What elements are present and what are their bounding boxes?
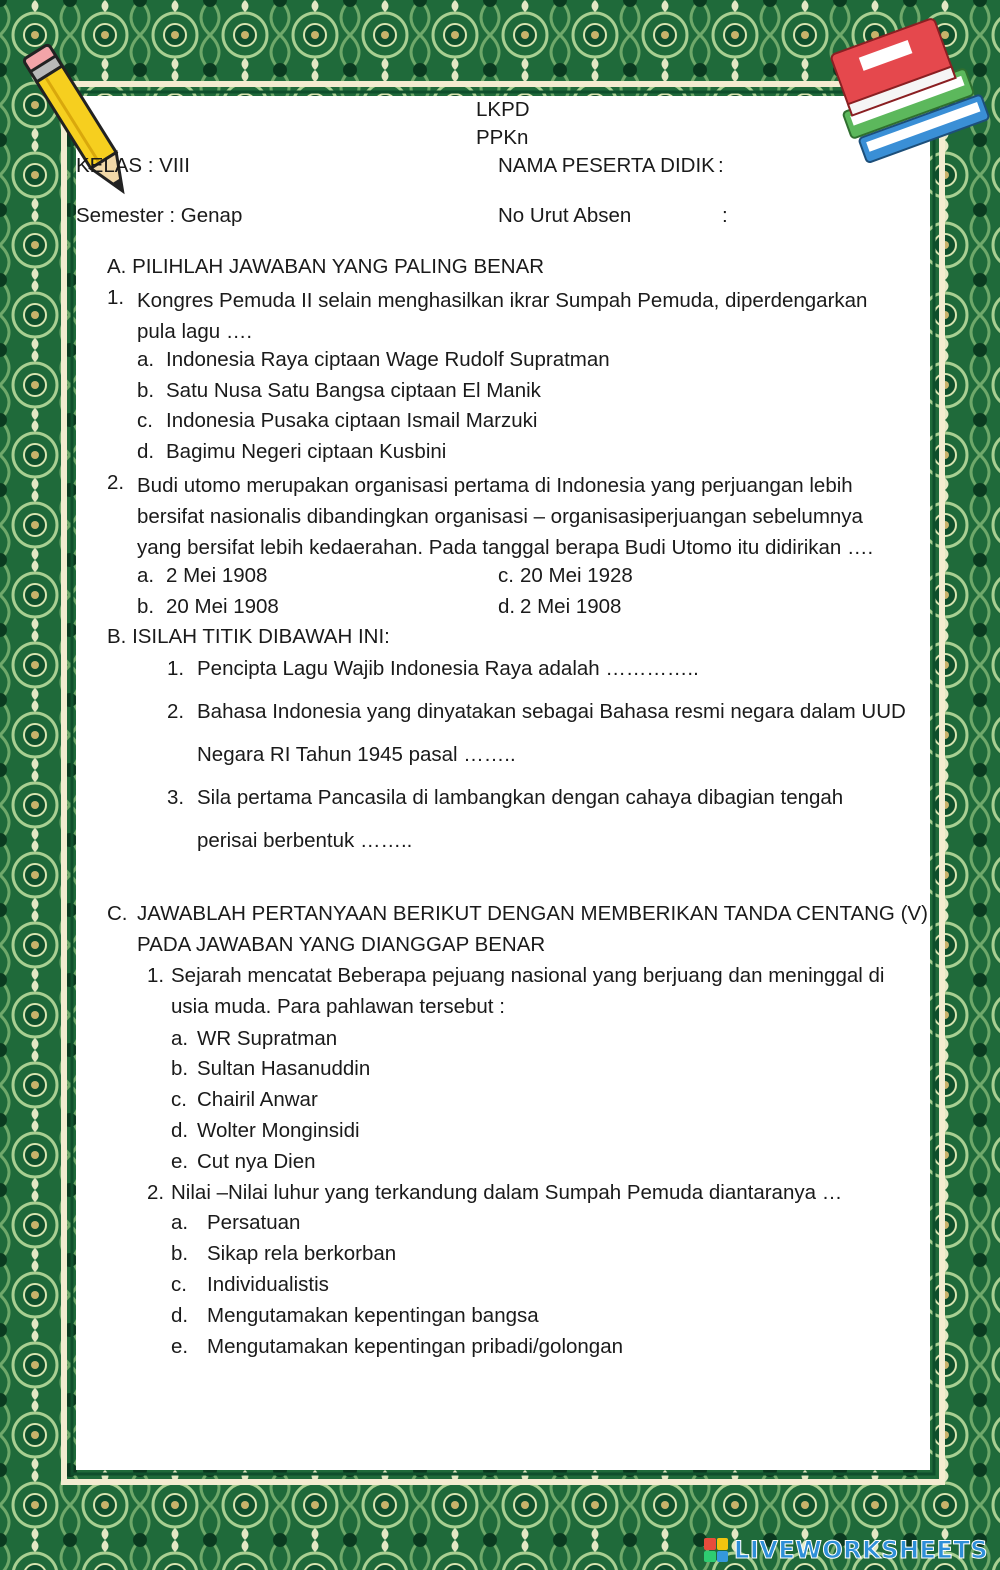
option-text: 2 Mei 1908 [166, 564, 268, 587]
checkbox-option-letter[interactable]: e. [171, 1150, 189, 1173]
checkbox-option-letter[interactable]: b. [171, 1057, 189, 1080]
question-text: Sejarah mencatat Beberapa pejuang nasional yang berjuang dan meninggal di [171, 964, 885, 987]
checkbox-option-letter[interactable]: b. [171, 1242, 189, 1265]
option-text: Bagimu Negeri ciptaan Kusbini [166, 440, 447, 463]
fill-blank-text-cont: perisai berbentuk …….. [197, 829, 413, 852]
option-letter: d. [137, 440, 155, 463]
semester-label: Semester : Genap [76, 204, 243, 227]
checkbox-option-text[interactable]: Sikap rela berkorban [207, 1242, 397, 1265]
checkbox-option-letter[interactable]: d. [171, 1119, 189, 1142]
subject-label: PPKn [476, 126, 529, 149]
checkbox-option-text[interactable]: Mengutamakan kepentingan bangsa [207, 1304, 539, 1327]
option-text: 2 Mei 1908 [520, 595, 622, 618]
pencil-icon [22, 28, 132, 208]
option-text: Indonesia Raya ciptaan Wage Rudolf Supratman [166, 348, 610, 371]
fill-blank-text: Pencipta Lagu Wajib Indonesia Raya adalah ………….. [197, 657, 699, 680]
checkbox-option-letter[interactable]: c. [171, 1273, 187, 1296]
section-c-heading: JAWABLAH PERTANYAAN BERIKUT DENGAN MEMBERIKAN TANDA CENTANG (V) [137, 902, 928, 925]
fill-blank-text: Bahasa Indonesia yang dinyatakan sebagai Bahasa resmi negara dalam UUD [197, 700, 906, 723]
option-letter: b. [137, 379, 155, 402]
question-text: Nilai –Nilai luhur yang terkandung dalam Sumpah Pemuda diantaranya … [171, 1181, 843, 1204]
question-text: Budi utomo merupakan organisasi pertama di Indonesia yang perjuangan lebih bersifat nasionalis dibandingkan organisasi – organisasiperjuangan sebelumnya yang bersifat lebih kedaerahan. Pada tanggal berapa Budi Utomo itu didirikan …. [137, 474, 874, 559]
checkbox-option-letter[interactable]: a. [171, 1027, 189, 1050]
question-text: Kongres Pemuda II selain menghasilkan ikrar Sumpah Pemuda, diperdengarkan pula lagu …. [137, 289, 868, 343]
checkbox-option-text[interactable]: Cut nya Dien [197, 1150, 316, 1173]
question-number: 2. [147, 1181, 165, 1204]
worksheet-title: LKPD [476, 98, 530, 121]
section-c-letter: C. [107, 902, 128, 925]
checkbox-option-text[interactable]: Individualistis [207, 1273, 329, 1296]
option-letter: a. [137, 348, 155, 371]
checkbox-option-letter[interactable]: d. [171, 1304, 189, 1327]
question-number: 2. [107, 471, 125, 494]
option-text: Satu Nusa Satu Bangsa ciptaan El Manik [166, 379, 541, 402]
checkbox-option-text[interactable]: WR Supratman [197, 1027, 338, 1050]
fill-blank-text-cont: Negara RI Tahun 1945 pasal …….. [197, 743, 516, 766]
section-b-heading: B. ISILAH TITIK DIBAWAH INI: [107, 625, 390, 648]
checkbox-option-text[interactable]: Persatuan [207, 1211, 301, 1234]
question-number: 1. [147, 964, 165, 987]
checkbox-option-text[interactable]: Sultan Hasanuddin [197, 1057, 371, 1080]
option-text: Indonesia Pusaka ciptaan Ismail Marzuki [166, 409, 538, 432]
absen-label: No Urut Absen [498, 204, 632, 227]
liveworksheets-logo-icon [704, 1538, 728, 1562]
question-text-cont: usia muda. Para pahlawan tersebut : [171, 995, 505, 1018]
section-a-heading: A. PILIHLAH JAWABAN YANG PALING BENAR [107, 255, 545, 278]
liveworksheets-brand[interactable] [704, 1536, 988, 1564]
fill-blank-number: 1. [167, 657, 185, 680]
section-c-heading-cont: PADA JAWABAN YANG DIANGGAP BENAR [137, 933, 546, 956]
brand-name: LIVEWORKSHEETS [734, 1536, 988, 1564]
checkbox-option-letter[interactable]: a. [171, 1211, 189, 1234]
fill-blank-number: 2. [167, 700, 185, 723]
option-letter: a. [137, 564, 155, 587]
checkbox-option-text[interactable]: Chairil Anwar [197, 1088, 318, 1111]
option-text: 20 Mei 1928 [520, 564, 633, 587]
option-letter: b. [137, 595, 155, 618]
kelas-label: KELAS : VIII [76, 154, 190, 177]
option-text: 20 Mei 1908 [166, 595, 279, 618]
checkbox-option-text[interactable]: Mengutamakan kepentingan pribadi/golongan [207, 1335, 624, 1358]
nama-peserta-label: NAMA PESERTA DIDIK [498, 154, 715, 177]
books-icon [826, 8, 996, 178]
nama-colon: : [718, 154, 724, 177]
option-letter: d. [498, 595, 516, 618]
checkbox-option-letter[interactable]: e. [171, 1335, 189, 1358]
absen-colon: : [722, 204, 728, 227]
option-letter: c. [137, 409, 153, 432]
option-letter: c. [498, 564, 514, 587]
checkbox-option-text[interactable]: Wolter Monginsidi [197, 1119, 360, 1142]
question-number: 1. [107, 286, 125, 309]
checkbox-option-letter[interactable]: c. [171, 1088, 187, 1111]
fill-blank-number: 3. [167, 786, 185, 809]
fill-blank-text: Sila pertama Pancasila di lambangkan dengan cahaya dibagian tengah [197, 786, 844, 809]
